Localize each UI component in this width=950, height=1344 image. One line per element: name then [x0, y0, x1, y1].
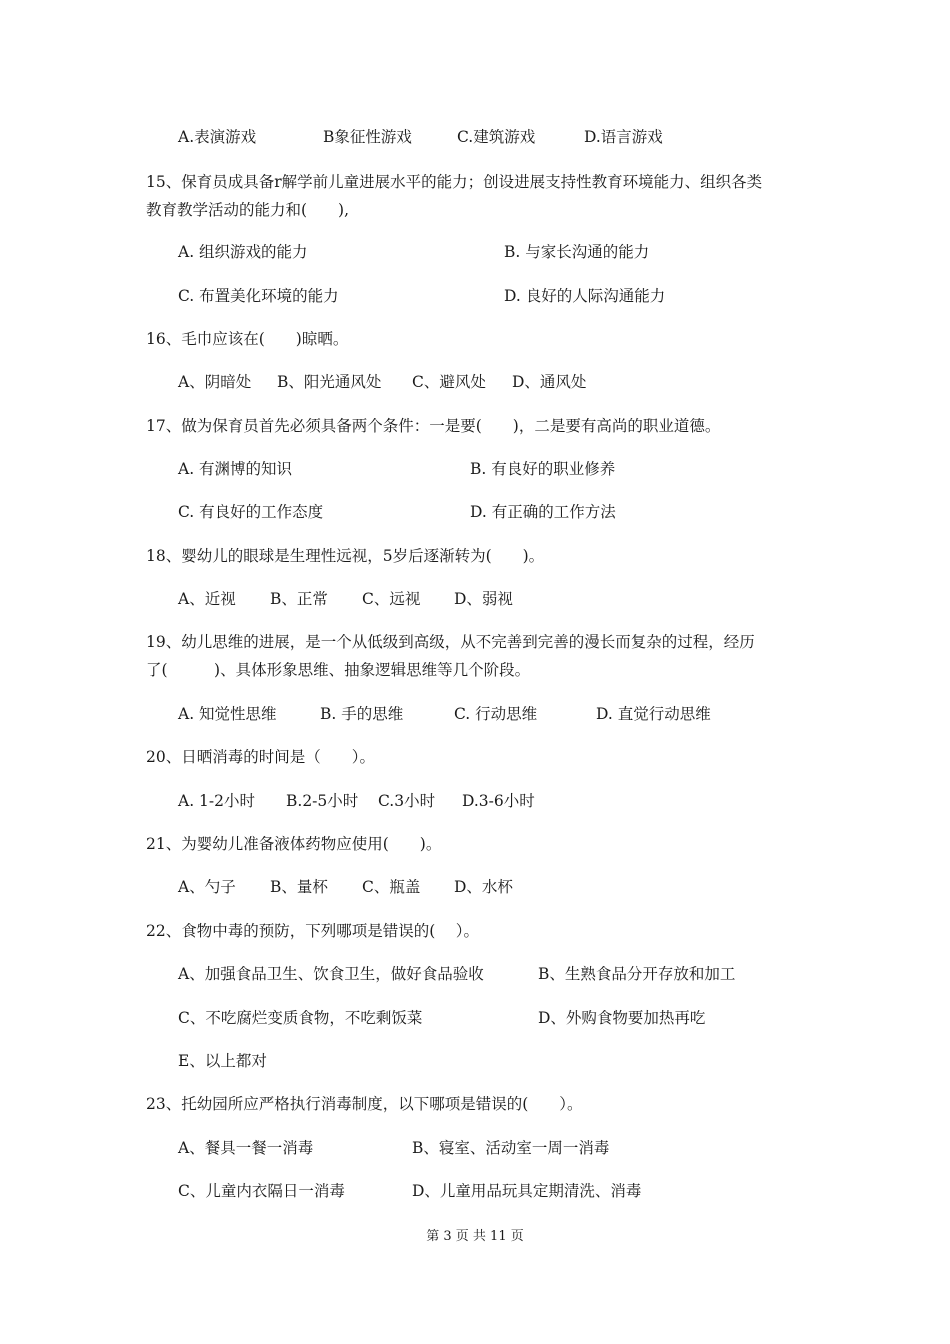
- q20-option-d: D.3-6小时: [462, 792, 535, 810]
- q16-question: 16、毛巾应该在( )晾晒。: [146, 330, 349, 348]
- q21-option-d: D、水杯: [454, 878, 513, 896]
- q18-option-a: A、近视: [178, 590, 236, 608]
- q14-option-a: A.表演游戏: [178, 128, 257, 146]
- q21-option-b: B、量杯: [270, 878, 328, 896]
- q22-option-e: E、以上都对: [178, 1052, 267, 1070]
- q19-option-a: A. 知觉性思维: [178, 705, 277, 723]
- q17-option-b: B. 有良好的职业修养: [470, 460, 616, 478]
- q23-question: 23、托幼园所应严格执行消毒制度，以下哪项是错误的( ）。: [146, 1095, 583, 1113]
- q19-question-line2: 了( )、具体形象思维、抽象逻辑思维等几个阶段。: [146, 661, 531, 679]
- q21-option-a: A、勺子: [178, 878, 236, 896]
- q22-option-d: D、外购食物要加热再吃: [538, 1009, 706, 1027]
- page-footer: 第 3 页 共 11 页: [426, 1229, 524, 1244]
- q16-option-a: A、阴暗处: [178, 373, 252, 391]
- q20-option-b: B.2-5小时: [286, 792, 359, 810]
- q18-option-d: D、弱视: [454, 590, 513, 608]
- q16-option-c: C、避风处: [412, 373, 486, 391]
- q16-option-b: B、阳光通风处: [277, 373, 382, 391]
- q19-question-line1: 19、幼儿思维的进展，是一个从低级到高级，从不完善到完善的漫长而复杂的过程，经历: [146, 633, 755, 651]
- q22-question: 22、食物中毒的预防，下列哪项是错误的( ）。: [146, 922, 479, 940]
- q17-option-a: A. 有渊博的知识: [178, 460, 293, 478]
- q23-option-c: C、儿童内衣隔日一消毒: [178, 1182, 345, 1200]
- q19-option-b: B. 手的思维: [320, 705, 404, 723]
- q23-option-d: D、儿童用品玩具定期清洗、消毒: [412, 1182, 642, 1200]
- q17-option-c: C. 有良好的工作态度: [178, 503, 324, 521]
- q17-option-d: D. 有正确的工作方法: [470, 503, 616, 521]
- q19-option-d: D. 直觉行动思维: [596, 705, 711, 723]
- q20-option-a: A. 1-2小时: [178, 792, 256, 810]
- q22-option-a: A、加强食品卫生、饮食卫生，做好食品验收: [178, 965, 484, 983]
- q15-option-b: B. 与家长沟通的能力: [504, 243, 650, 261]
- q16-option-d: D、通风处: [512, 373, 587, 391]
- q15-option-c: C. 布置美化环境的能力: [178, 287, 339, 305]
- q20-option-c: C.3小时: [378, 792, 436, 810]
- q23-option-a: A、餐具一餐一消毒: [178, 1139, 314, 1157]
- q19-option-c: C. 行动思维: [454, 705, 538, 723]
- q15-option-a: A. 组织游戏的能力: [178, 243, 308, 261]
- q14-option-c: C.建筑游戏: [457, 128, 536, 146]
- q22-option-c: C、不吃腐烂变质食物，不吃剩饭菜: [178, 1009, 423, 1027]
- q21-option-c: C、瓶盖: [362, 878, 421, 896]
- q14-option-b: B象征性游戏: [323, 128, 412, 146]
- q15-question-line1: 15、保育员成具备r解学前儿童进展水平的能力；创设进展支持性教育环境能力、组织各类: [146, 173, 763, 191]
- q23-option-b: B、寝室、活动室一周一消毒: [412, 1139, 610, 1157]
- q22-option-b: B、生熟食品分开存放和加工: [538, 965, 736, 983]
- q18-question: 18、婴幼儿的眼球是生理性远视，5岁后逐渐转为( )。: [146, 547, 545, 565]
- q14-option-d: D.语言游戏: [584, 128, 663, 146]
- q21-question: 21、为婴幼儿准备液体药物应使用( )。: [146, 835, 442, 853]
- q15-option-d: D. 良好的人际沟通能力: [504, 287, 666, 305]
- q15-question-line2: 教育教学活动的能力和( ),: [146, 201, 350, 219]
- q20-question: 20、日晒消毒的时间是（ ）。: [146, 748, 375, 766]
- q17-question: 17、做为保育员首先必须具备两个条件：一是要( )，二是要有高尚的职业道德。: [146, 417, 721, 435]
- q18-option-c: C、远视: [362, 590, 421, 608]
- q18-option-b: B、正常: [270, 590, 328, 608]
